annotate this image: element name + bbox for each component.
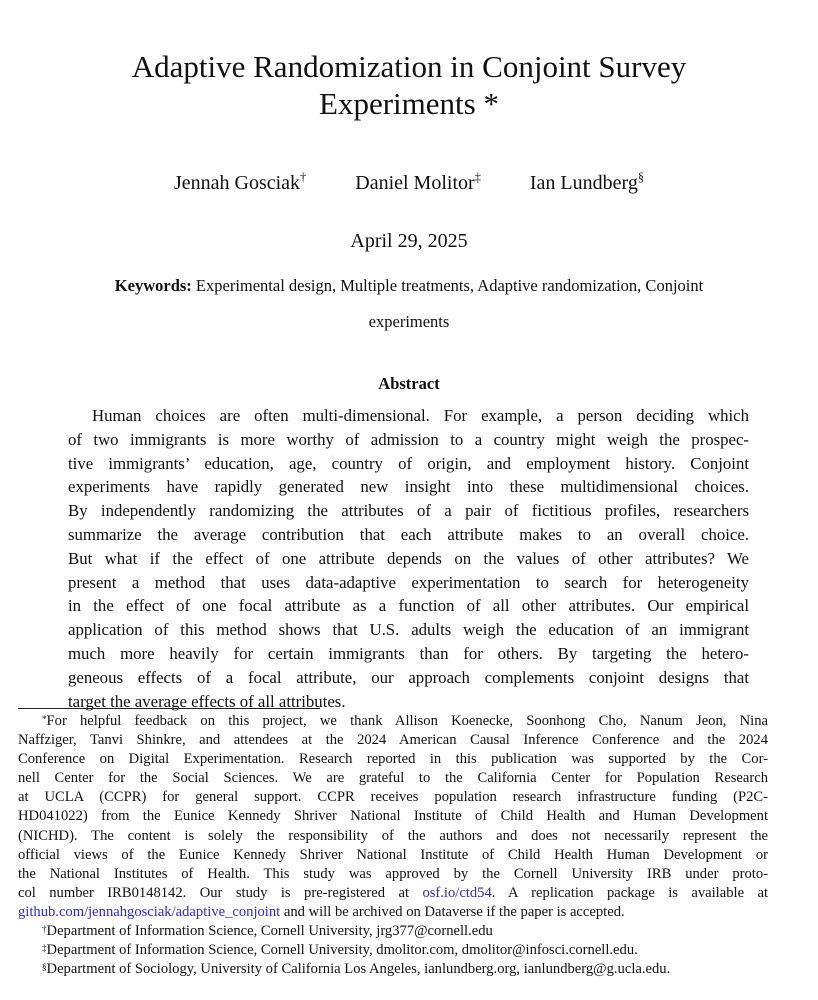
affiliation-text: Department of Sociology, University of California Los Angeles, ianlundberg.org, ianlundberg@g.ucla.edu. — [46, 961, 671, 978]
abstract-line: target the average effects of all attributes. — [68, 691, 346, 711]
title-footnote-mark: * — [483, 86, 499, 121]
footnote-text: Conference on Digital Experimentation. Research reported in this publication was supported by the Cor- — [18, 751, 768, 768]
footnote-line — [18, 865, 768, 884]
footnote-line — [18, 846, 768, 865]
abstract-line: of two immigrants is more worthy of admission to a country might weigh the prospec- — [68, 429, 749, 449]
footnote-text: official views of the Eunice Kennedy Shriver National Institute of Child Health Human Development or — [18, 846, 768, 863]
abstract-line: tive immigrants’ education, age, country of origin, and employment history. Conjoint — [68, 453, 749, 473]
author-list — [0, 172, 818, 195]
author-mark: ‡ — [474, 170, 481, 184]
footnote-text: Naffziger, Tanvi Shinkre, and attendees at the 2024 American Causal Inference Conference and the 2024 — [18, 732, 768, 749]
abstract-body — [68, 404, 749, 713]
author — [530, 172, 644, 194]
footnote-text: HD041022) from the Eunice Kennedy Shriver National Institute of Child Health and Human Development — [18, 808, 768, 825]
author-name: Daniel Molitor — [355, 172, 475, 194]
github-link[interactable]: github.com/jennahgosciak/adaptive_conjoint — [18, 903, 281, 920]
footnote-text: . A replication package is available at — [491, 884, 768, 901]
abstract-heading: Abstract — [378, 374, 440, 393]
footnote-rule — [18, 708, 320, 709]
abstract-line: much more heavily for certain immigrants than for others. By targeting the hetero- — [68, 643, 749, 663]
keywords-text: Experimental design, Multiple treatments, Adaptive randomization, Conjoint — [195, 276, 704, 295]
footnotes — [18, 712, 768, 979]
footnote-mark: * — [42, 714, 47, 724]
footnote-text: (NICHD). The content is solely the responsibility of the authors and does not necessarily represent the — [18, 827, 768, 844]
title-line: Experiments — [319, 86, 476, 121]
footnote-mark: ‡ — [42, 943, 47, 954]
footnote-line — [18, 903, 768, 922]
keywords — [0, 276, 818, 296]
footnote-line — [18, 712, 768, 731]
footnote-text: at UCLA (CCPR) for general support. CCPR receives population research infrastructure funding (P2C- — [18, 789, 768, 806]
author-mark: † — [300, 170, 307, 184]
footnote-line — [18, 884, 768, 903]
abstract-line: present a method that uses data-adaptive experimentation to search for heterogeneity — [68, 572, 749, 592]
title-line: Adaptive Randomization in Conjoint Survey — [131, 49, 687, 84]
abstract-line: summarize the average contribution that each attribute makes to an overall choice. — [68, 524, 749, 544]
footnote-line — [18, 731, 768, 750]
author — [174, 172, 306, 194]
footnote-line — [18, 807, 768, 826]
affiliation-text: Department of Information Science, Cornell University, dmolitor.com, dmolitor@infosci.cornell.edu. — [46, 942, 638, 959]
abstract-line: geneous effects of a focal attribute, our approach complements conjoint designs that — [68, 667, 749, 687]
author-name: Ian Lundberg — [529, 172, 638, 194]
footnote-line — [18, 769, 768, 788]
acknowledgment-footnote — [18, 712, 768, 884]
affiliation-footnote — [18, 941, 768, 960]
footnote-line — [18, 750, 768, 769]
affiliation-footnote — [18, 922, 768, 941]
footnote-text: and will be archived on Dataverse if the paper is accepted. — [280, 903, 625, 920]
author — [355, 172, 481, 194]
footnote-text: col number IRB0148142. Our study is pre-registered at — [18, 884, 423, 901]
affiliation-footnote — [18, 960, 768, 979]
footnote-text: the National Institutes of Health. This study was approved by the Cornell University IRB under proto- — [18, 865, 768, 882]
keywords-continued: experiments — [368, 312, 450, 331]
abstract-line: By independently randomizing the attributes of a pair of fictitious profiles, researchers — [68, 501, 749, 521]
abstract-line: application of this method shows that U.S. adults weigh the education of an immigrant — [68, 620, 749, 640]
footnote-line — [18, 788, 768, 807]
abstract-line: But what if the effect of one attribute depends on the values of other attributes? We — [68, 548, 749, 568]
footnote-text: nell Center for the Social Sciences. We are grateful to the California Center for Population Research — [18, 770, 768, 787]
date: April 29, 2025 — [350, 230, 468, 252]
author-name: Jennah Gosciak — [173, 172, 301, 194]
abstract-line: Human choices are often multi-dimensional. For example, a person deciding which — [92, 406, 749, 425]
affiliation-text: Department of Information Science, Cornell University, jrg377@cornell.edu — [46, 923, 493, 940]
author-mark: § — [637, 170, 645, 184]
abstract-line: experiments have rapidly generated new insight into these multidimensional choices. — [68, 477, 749, 497]
paper-title — [0, 48, 818, 122]
footnote-mark: † — [42, 924, 47, 935]
osf-link[interactable]: osf.io/ctd54 — [422, 884, 492, 901]
footnote-text: For helpful feedback on this project, we thank Allison Koenecke, Soonhong Cho, Nanum Jeon, Nina — [46, 713, 768, 729]
footnote-line — [18, 827, 768, 846]
keywords-label: Keywords: — [114, 276, 192, 295]
abstract-line: in the effect of one focal attribute as a function of all other attributes. Our empirical — [68, 596, 749, 616]
footnote-mark: § — [42, 962, 47, 973]
